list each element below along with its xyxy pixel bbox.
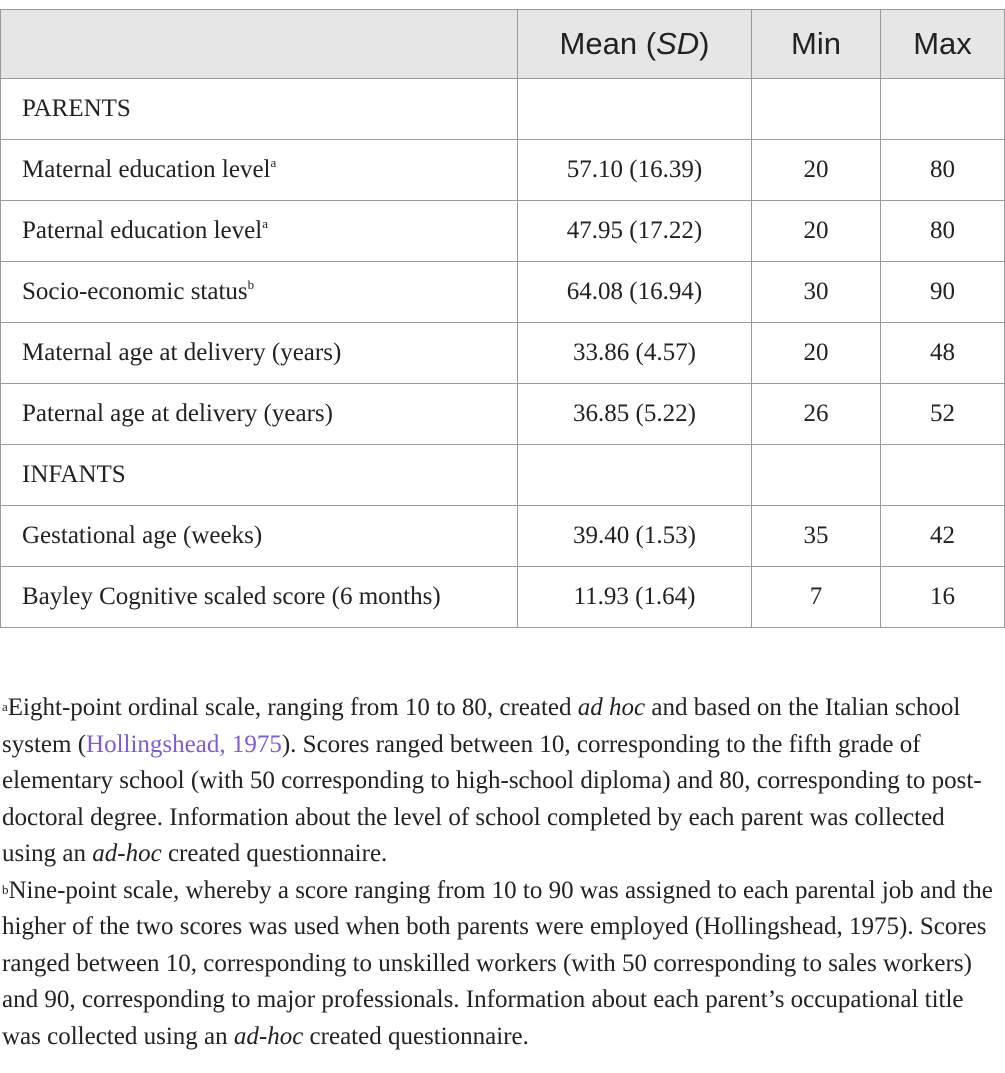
- row-max: [881, 445, 1005, 506]
- row-label-text: Bayley Cognitive scaled score (6 months): [22, 583, 441, 610]
- footnote-a: [2, 690, 1002, 873]
- descriptive-statistics-table: [0, 9, 1005, 628]
- row-max: 80: [881, 201, 1005, 262]
- footnote-b-italic-1: ad-hoc: [233, 1022, 304, 1050]
- footnote-marker: a: [270, 155, 277, 170]
- row-mean: [518, 79, 752, 140]
- footnote-a-italic-1: ad hoc: [577, 694, 646, 721]
- row-min: 26: [752, 384, 881, 445]
- footnote-b-text-1: Nine-point scale, whereby a score ranging from 10 to 90 was assigned to each parental job and the higher of the two scores was used when both parents were employed (Hollingshead, 1975). Scores ranged between 10, corresponding to unskilled workers (with 50 corresponding to sales workers) and 90, corresponding to major professionals. Information about each parent’s occupational title was collected using an: [2, 876, 993, 1050]
- footnote-b-marker: b: [2, 881, 9, 897]
- section-row-parents: [1, 79, 1005, 140]
- header-sd-italic: SD: [656, 26, 700, 61]
- row-label-text: Paternal education level: [22, 217, 263, 244]
- row-mean: 33.86 (4.57): [518, 323, 752, 384]
- row-max: 52: [881, 384, 1005, 445]
- row-min: 20: [752, 140, 881, 201]
- table-header-row: [1, 10, 1005, 79]
- row-label: [1, 140, 518, 201]
- footnote-marker: b: [247, 277, 255, 292]
- table-row: [1, 323, 1005, 384]
- row-label: [1, 567, 518, 628]
- row-label: [1, 384, 518, 445]
- row-min: 20: [752, 323, 881, 384]
- footnote-a-italic-2: ad-hoc: [92, 840, 162, 867]
- row-min: [752, 79, 881, 140]
- row-mean: 57.10 (16.39): [518, 140, 752, 201]
- footnote-a-text-1: Eight-point ordinal scale, ranging from 10 to 80, created: [7, 694, 578, 721]
- row-label-text: Paternal age at delivery (years): [22, 400, 333, 427]
- row-min: 7: [752, 567, 881, 628]
- header-mean-sd: [518, 10, 752, 79]
- row-max: 48: [881, 323, 1005, 384]
- row-mean: 64.08 (16.94): [518, 262, 752, 323]
- table-row: [1, 140, 1005, 201]
- row-mean: 47.95 (17.22): [518, 201, 752, 262]
- table-footnotes: [2, 690, 1002, 1055]
- row-label: [1, 79, 518, 140]
- section-row-infants: [1, 445, 1005, 506]
- row-label-text: Maternal age at delivery (years): [22, 339, 342, 366]
- row-label: [1, 201, 518, 262]
- row-mean: [518, 445, 752, 506]
- hollingshead-citation-link[interactable]: Hollingshead, 1975: [86, 730, 282, 758]
- row-min: 20: [752, 201, 881, 262]
- row-mean: 11.93 (1.64): [518, 567, 752, 628]
- table-row: [1, 384, 1005, 445]
- footnote-a-marker: a: [2, 699, 8, 714]
- table-row: [1, 567, 1005, 628]
- row-label-text: INFANTS: [22, 461, 126, 488]
- row-min: [752, 445, 881, 506]
- row-label: [1, 262, 518, 323]
- row-max: 42: [881, 506, 1005, 567]
- header-min: Min: [752, 10, 881, 79]
- row-min: 30: [752, 262, 881, 323]
- header-mean-suffix: ): [699, 26, 710, 61]
- table-row: [1, 201, 1005, 262]
- row-min: 35: [752, 506, 881, 567]
- row-label-text: Socio-economic status: [22, 278, 248, 305]
- footnote-b-text-2: created questionnaire.: [303, 1022, 529, 1050]
- row-label: [1, 445, 518, 506]
- row-label-text: PARENTS: [22, 95, 131, 122]
- row-label-text: Maternal education level: [22, 156, 271, 183]
- footnote-a-text-4: created questionnaire.: [161, 840, 388, 867]
- row-label-text: Gestational age (weeks): [22, 522, 263, 549]
- footnote-b: [2, 873, 1002, 1056]
- row-mean: 39.40 (1.53): [518, 506, 752, 567]
- row-max: 80: [881, 140, 1005, 201]
- header-blank-cell: [1, 10, 518, 79]
- footnote-a-text-2: and based on the Italian school system (: [2, 694, 961, 758]
- row-label: [1, 506, 518, 567]
- header-max: Max: [881, 10, 1005, 79]
- table-row: [1, 262, 1005, 323]
- row-label: [1, 323, 518, 384]
- row-max: 90: [881, 262, 1005, 323]
- footnote-marker: a: [262, 216, 268, 231]
- row-max: [881, 79, 1005, 140]
- row-mean: 36.85 (5.22): [518, 384, 752, 445]
- header-mean-prefix: Mean (: [559, 26, 657, 61]
- row-max: 16: [881, 567, 1005, 628]
- footnote-a-text-3: ). Scores ranged between 10, corresponding to the fifth grade of elementary school (with 50 corresponding to high-school diploma) and 80, corresponding to post-doctoral degree. Information about the level of school completed by each parent was collected using an: [2, 730, 982, 867]
- table-row: [1, 506, 1005, 567]
